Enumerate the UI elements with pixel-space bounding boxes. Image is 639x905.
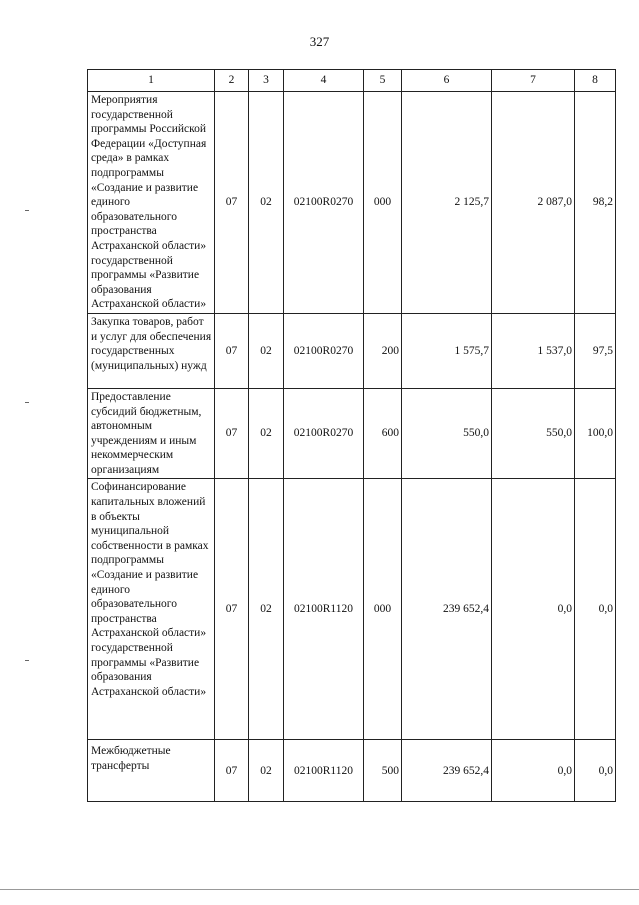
expense-type-code: 500 [364,740,402,802]
executed-amount: 0,0 [492,479,575,740]
row-name: Межбюджетные трансферты [88,740,215,802]
executed-amount: 2 087,0 [492,92,575,314]
row-name: Софинансирование капитальных вложений в объекты муниципальной собственности в рамках подпрограммы «Создание и развитие единого образовательного пространства Астраханской области» государственной программы «Развитие образования Астраханской области» [88,479,215,740]
execution-percent: 0,0 [575,740,616,802]
target-article-code: 02100R0270 [284,388,364,479]
bottom-rule [0,889,639,890]
subsection-code: 02 [249,479,284,740]
execution-percent: 97,5 [575,313,616,388]
section-code: 07 [215,479,249,740]
row-name: Мероприятия государственной программы Российской Федерации «Доступная среда» в рамках подпрограммы «Создание и развитие единого образовательного пространства Астраханской области» государственной программы «Развитие образования Астраханской области» [88,92,215,314]
subsection-code: 02 [249,92,284,314]
target-article-code: 02100R0270 [284,313,364,388]
row-name: Предоставление субсидий бюджетным, автономным учреждениям и иным некоммерческим организациям [88,388,215,479]
table-row [88,388,616,479]
budget-table [87,69,616,802]
margin-mark [25,210,29,211]
planned-amount: 239 652,4 [402,740,492,802]
execution-percent: 0,0 [575,479,616,740]
header-cell: 8 [575,70,616,92]
executed-amount: 550,0 [492,388,575,479]
table-header-row [88,70,616,92]
table-row [88,479,616,740]
expense-type-code: 000 [364,479,402,740]
planned-amount: 2 125,7 [402,92,492,314]
header-cell: 7 [492,70,575,92]
header-cell: 5 [364,70,402,92]
subsection-code: 02 [249,388,284,479]
planned-amount: 550,0 [402,388,492,479]
header-cell: 1 [88,70,215,92]
table-row [88,740,616,802]
section-code: 07 [215,740,249,802]
subsection-code: 02 [249,740,284,802]
row-name: Закупка товаров, работ и услуг для обеспечения государственных (муниципальных) нужд [88,313,215,388]
table-row [88,313,616,388]
subsection-code: 02 [249,313,284,388]
expense-type-code: 600 [364,388,402,479]
planned-amount: 1 575,7 [402,313,492,388]
header-cell: 2 [215,70,249,92]
executed-amount: 0,0 [492,740,575,802]
expense-type-code: 200 [364,313,402,388]
expense-type-code: 000 [364,92,402,314]
margin-mark [25,402,29,403]
execution-percent: 98,2 [575,92,616,314]
section-code: 07 [215,313,249,388]
margin-mark [25,660,29,661]
executed-amount: 1 537,0 [492,313,575,388]
target-article-code: 02100R0270 [284,92,364,314]
planned-amount: 239 652,4 [402,479,492,740]
target-article-code: 02100R1120 [284,740,364,802]
table-row [88,92,616,314]
section-code: 07 [215,92,249,314]
header-cell: 3 [249,70,284,92]
section-code: 07 [215,388,249,479]
header-cell: 4 [284,70,364,92]
execution-percent: 100,0 [575,388,616,479]
page-number: 327 [309,34,330,49]
target-article-code: 02100R1120 [284,479,364,740]
header-cell: 6 [402,70,492,92]
